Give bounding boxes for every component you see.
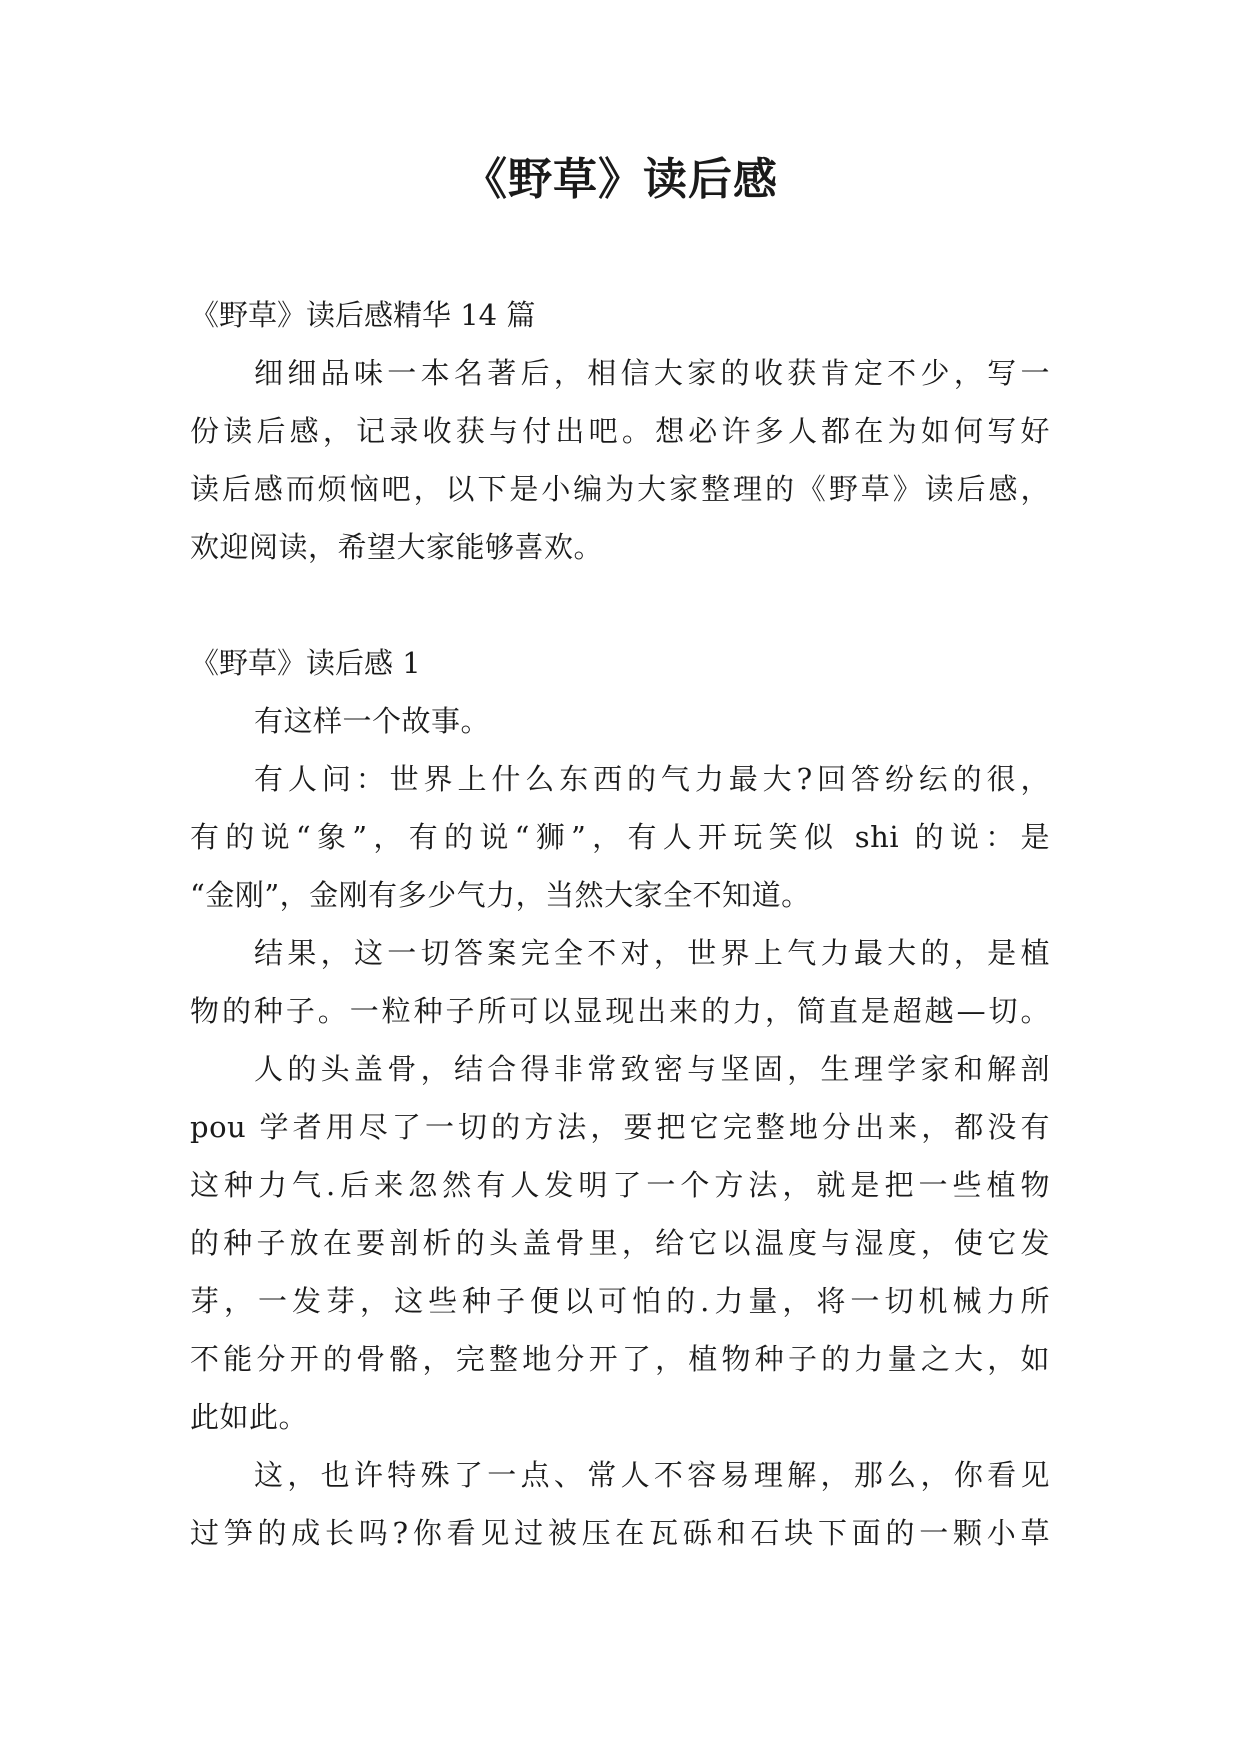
text-line: 有人问：世界上什么东西的气力最大?回答纷纭的很， [254,762,1050,796]
intro-paragraph [190,344,1050,576]
document-title: 《野草》读后感 [463,154,778,205]
text-line: 有这样一个故事。 [254,704,491,738]
paragraph-gap [190,576,1050,634]
text-line: 这，也许特殊了一点、常人不容易理解，那么，你看见 [254,1458,1050,1492]
paragraph [190,692,1050,750]
text-line: 芽，一发芽，这些种子便以可怕的.力量，将一切机械力所 [190,1284,1050,1318]
text-line: pou 学者用尽了一切的方法，要把它完整地分出来，都没有 [190,1110,1050,1144]
text-line: 人的头盖骨，结合得非常致密与坚固，生理学家和解剖 [254,1052,1050,1086]
paragraph [190,1040,1050,1446]
text-line: 细细品味一本名著后，相信大家的收获肯定不少，写一 [254,356,1050,390]
section-heading: 《野草》读后感 1 [190,646,421,680]
document-body [190,286,1050,1562]
text-line: 不能分开的骨骼，完整地分开了，植物种子的力量之大，如 [190,1342,1050,1376]
text-line: 读后感而烦恼吧，以下是小编为大家整理的《野草》读后感， [190,472,1050,506]
text-line: 物的种子。一粒种子所可以显现出来的力，简直是超越—切。 [190,994,1050,1028]
text-line: 欢迎阅读，希望大家能够喜欢。 [190,530,604,564]
text-line: 结果，这一切答案完全不对，世界上气力最大的，是植 [254,936,1050,970]
subtitle: 《野草》读后感精华 14 篇 [190,298,536,332]
text-line: 过笋的成长吗?你看见过被压在瓦砾和石块下面的一颗小草 [190,1516,1050,1550]
text-line: 此如此。 [190,1400,309,1434]
text-line: 的种子放在要剖析的头盖骨里，给它以温度与湿度，使它发 [190,1226,1050,1260]
text-line: 这种力气.后来忽然有人发明了一个方法，就是把一些植物 [190,1168,1050,1202]
paragraph [190,924,1050,1040]
text-line: “金刚”，金刚有多少气力，当然大家全不知道。 [190,878,811,912]
text-line: 有的说“象”，有的说“狮”，有人开玩笑似 shi 的说：是 [190,820,1050,854]
text-line: 份读后感，记录收获与付出吧。想必许多人都在为如何写好 [190,414,1050,448]
paragraph [190,750,1050,924]
paragraph [190,1446,1050,1562]
